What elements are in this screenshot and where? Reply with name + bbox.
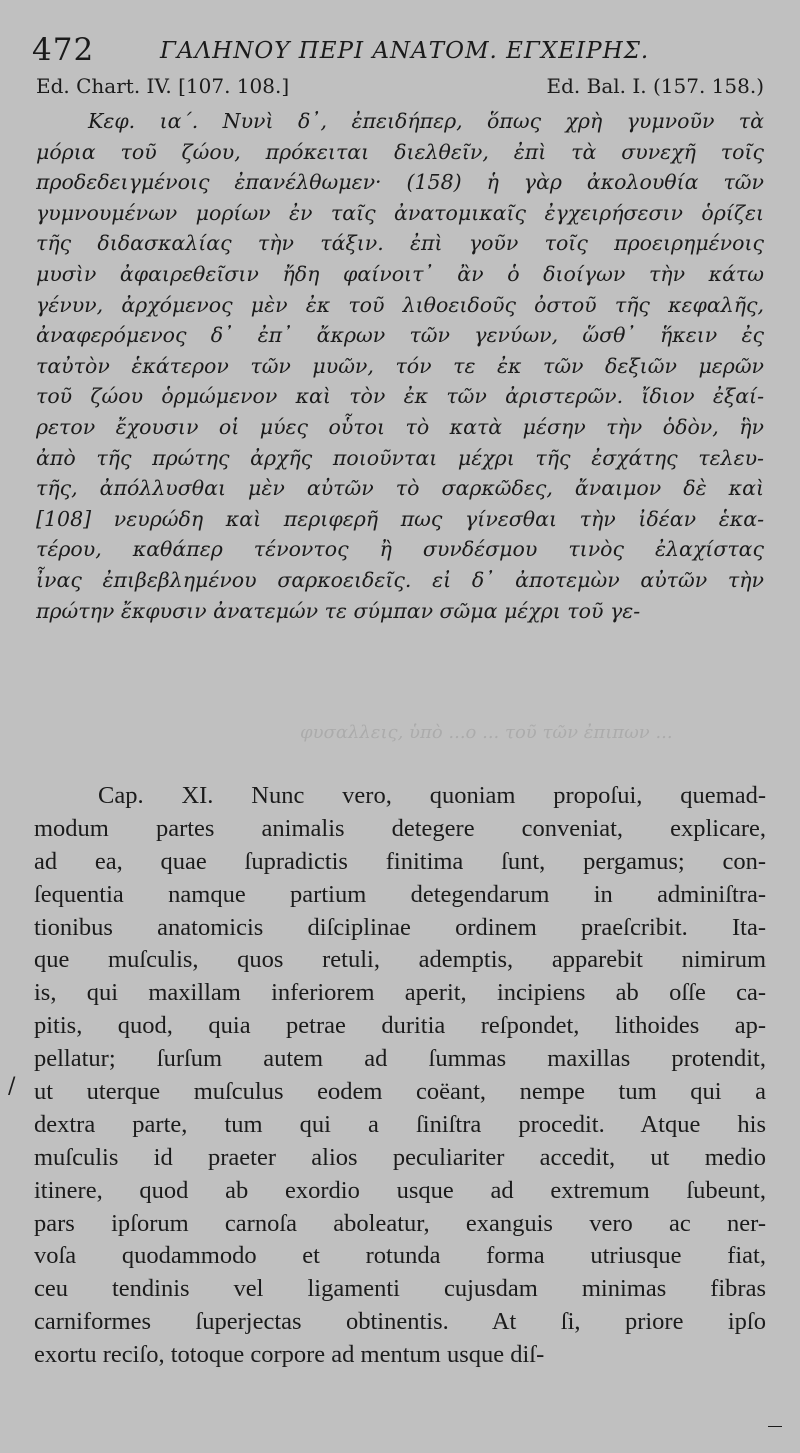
greek-text-line: ἀπὸ τῆς πρώτης ἀρχῆς ποιοῦνται μέχρι τῆς ἐσχάτης τελευ- xyxy=(36,445,764,470)
greek-text-line: μόρια τοῦ ζώου, πρόκειται διελθεῖν, ἐπὶ τὰ συνεχῆ τοῖς xyxy=(36,139,764,164)
greek-text-line: Κεφ. ια΄. Νυνὶ δ᾽, ἐπειδήπερ, ὅπως χρὴ γυμνοῦν τὰ xyxy=(88,109,764,133)
greek-text-line: γυμνουμένων μορίων ἐν ταῖς ἀνατομικαῖς ἐγχειρήσεσιν ὁρίζει xyxy=(36,200,764,225)
greek-text-line: μυσὶν ἀφαιρεθεῖσιν ἤδη φαίνοιτ᾽ ἂν ὁ διοίγων τὴν κάτω xyxy=(36,261,764,286)
edition-chart-reference: Ed. Chart. IV. [107. 108.] xyxy=(36,74,290,98)
greek-text-line: ταὐτὸν ἑκάτερον τῶν μυῶν, τόν τε ἐκ τῶν δεξιῶν μερῶν xyxy=(36,353,764,378)
latin-text-line: pellatur; ſurſum autem ad ſummas maxillas protendit, xyxy=(34,1045,766,1073)
latin-text-line: dextra parte, tum qui a ſiniſtra procedit. Atque his xyxy=(34,1110,766,1138)
greek-text-line: προδεδειγμένοις ἐπανέλθωμεν· (158) ἡ γὰρ ἀκολουθία τῶν xyxy=(36,170,764,195)
bottom-rule xyxy=(768,1426,782,1427)
latin-text-line: itinere, quod ab exordio usque ad extremum ſubeunt, xyxy=(34,1176,766,1204)
greek-text-line: τῆς διδασκαλίας τὴν τάξιν. ἐπὶ γοῦν τοῖς προειρημένοις xyxy=(36,231,764,256)
greek-text-line: τέρου, καθάπερ τένοντος ἢ συνδέσμου τινὸς ἐλαχίστας xyxy=(36,537,764,562)
latin-text-block xyxy=(34,780,766,1372)
latin-text-line: Cap. XI. Nunc vero, quoniam propoſui, quemad- xyxy=(98,782,766,809)
greek-text-block xyxy=(36,106,764,626)
bleed-through-text: φυσαλλεις, ὑπὸ ...ο ... τοῦ τῶν ἐπιπων ... xyxy=(300,722,673,743)
latin-text-line: exortu reciſo, totoque corpore ad mentum usque diſ- xyxy=(34,1341,545,1369)
edition-references xyxy=(36,74,764,104)
page-number: 472 xyxy=(32,32,95,68)
greek-text-line: ρετον ἔχουσιν οἱ μύες οὗτοι τὸ κατὰ μέσην τὴν ὁδὸν, ἣν xyxy=(36,414,764,439)
latin-text-line: que muſculis, quos retuli, ademptis, apparebit nimirum xyxy=(34,946,766,974)
greek-text-line: τοῦ ζώου ὁρμώμενον καὶ τὸν ἐκ τῶν ἀριστερῶν. ἴδιον ἐξαί- xyxy=(36,384,764,409)
latin-text-line: carniformes ſuperjectas obtinentis. At ſi, priore ipſo xyxy=(34,1308,766,1336)
edition-basel-reference: Ed. Bal. I. (157. 158.) xyxy=(546,74,764,98)
greek-text-line: [108] νευρώδη καὶ περιφερῆ πως γίνεσθαι τὴν ἰδέαν ἑκα- xyxy=(36,506,764,531)
greek-text-line: ἶνας ἐπιβεβλημένου σαρκοειδεῖς. εἰ δ᾽ ἀποτεμὼν αὐτῶν τὴν xyxy=(36,567,764,592)
latin-text-line: ad ea, quae ſupradictis finitima ſunt, pergamus; con- xyxy=(34,847,766,875)
latin-text-line: voſa quodammodo et rotunda forma utriusque fiat, xyxy=(34,1242,766,1270)
running-title: ΓΑΛΗΝΟΥ ΠΕΡΙ ΑΝΑΤΟΜ. ΕΓΧΕΙΡΗΣ. xyxy=(160,38,650,64)
latin-text-line: pars ipſorum carnoſa aboleatur, exanguis vero ac ner- xyxy=(34,1209,766,1237)
greek-text-line: γένυν, ἀρχόμενος μὲν ἐκ τοῦ λιθοειδοῦς ὀστοῦ τῆς κεφαλῆς, xyxy=(36,292,764,317)
latin-text-line: modum partes animalis detegere conveniat, explicare, xyxy=(34,814,766,842)
latin-text-line: pitis, quod, quia petrae duritia reſpondet, lithoides ap- xyxy=(34,1012,766,1040)
latin-text-line: tionibus anatomicis diſciplinae ordinem praeſcribit. Ita- xyxy=(34,913,766,941)
greek-text-line: ἀναφερόμενος δ᾽ ἐπ᾽ ἄκρων τῶν γενύων, ὥσθ᾽ ἥκειν ἐς xyxy=(36,323,764,348)
latin-text-line: muſculis id praeter alios peculiariter accedit, ut medio xyxy=(34,1143,766,1171)
latin-text-line: ceu tendinis vel ligamenti cujusdam minimas fibras xyxy=(34,1275,766,1303)
latin-text-line: ut uterque muſculus eodem coëant, nempe tum qui a xyxy=(34,1078,766,1106)
page-header xyxy=(28,26,768,70)
latin-text-line: ſequentia namque partium detegendarum in adminiſtra- xyxy=(34,880,766,908)
greek-text-line: πρώτην ἔκφυσιν ἀνατεμών τε σύμπαν σῶμα μέχρι τοῦ γε- xyxy=(36,598,641,623)
latin-text-line: is, qui maxillam inferiorem aperit, incipiens ab oſſe ca- xyxy=(34,979,766,1007)
greek-text-line: τῆς, ἀπόλλυσθαι μὲν αὐτῶν τὸ σαρκῶδες, ἄναιμον δὲ καὶ xyxy=(36,476,764,501)
margin-mark: / xyxy=(8,1074,16,1099)
